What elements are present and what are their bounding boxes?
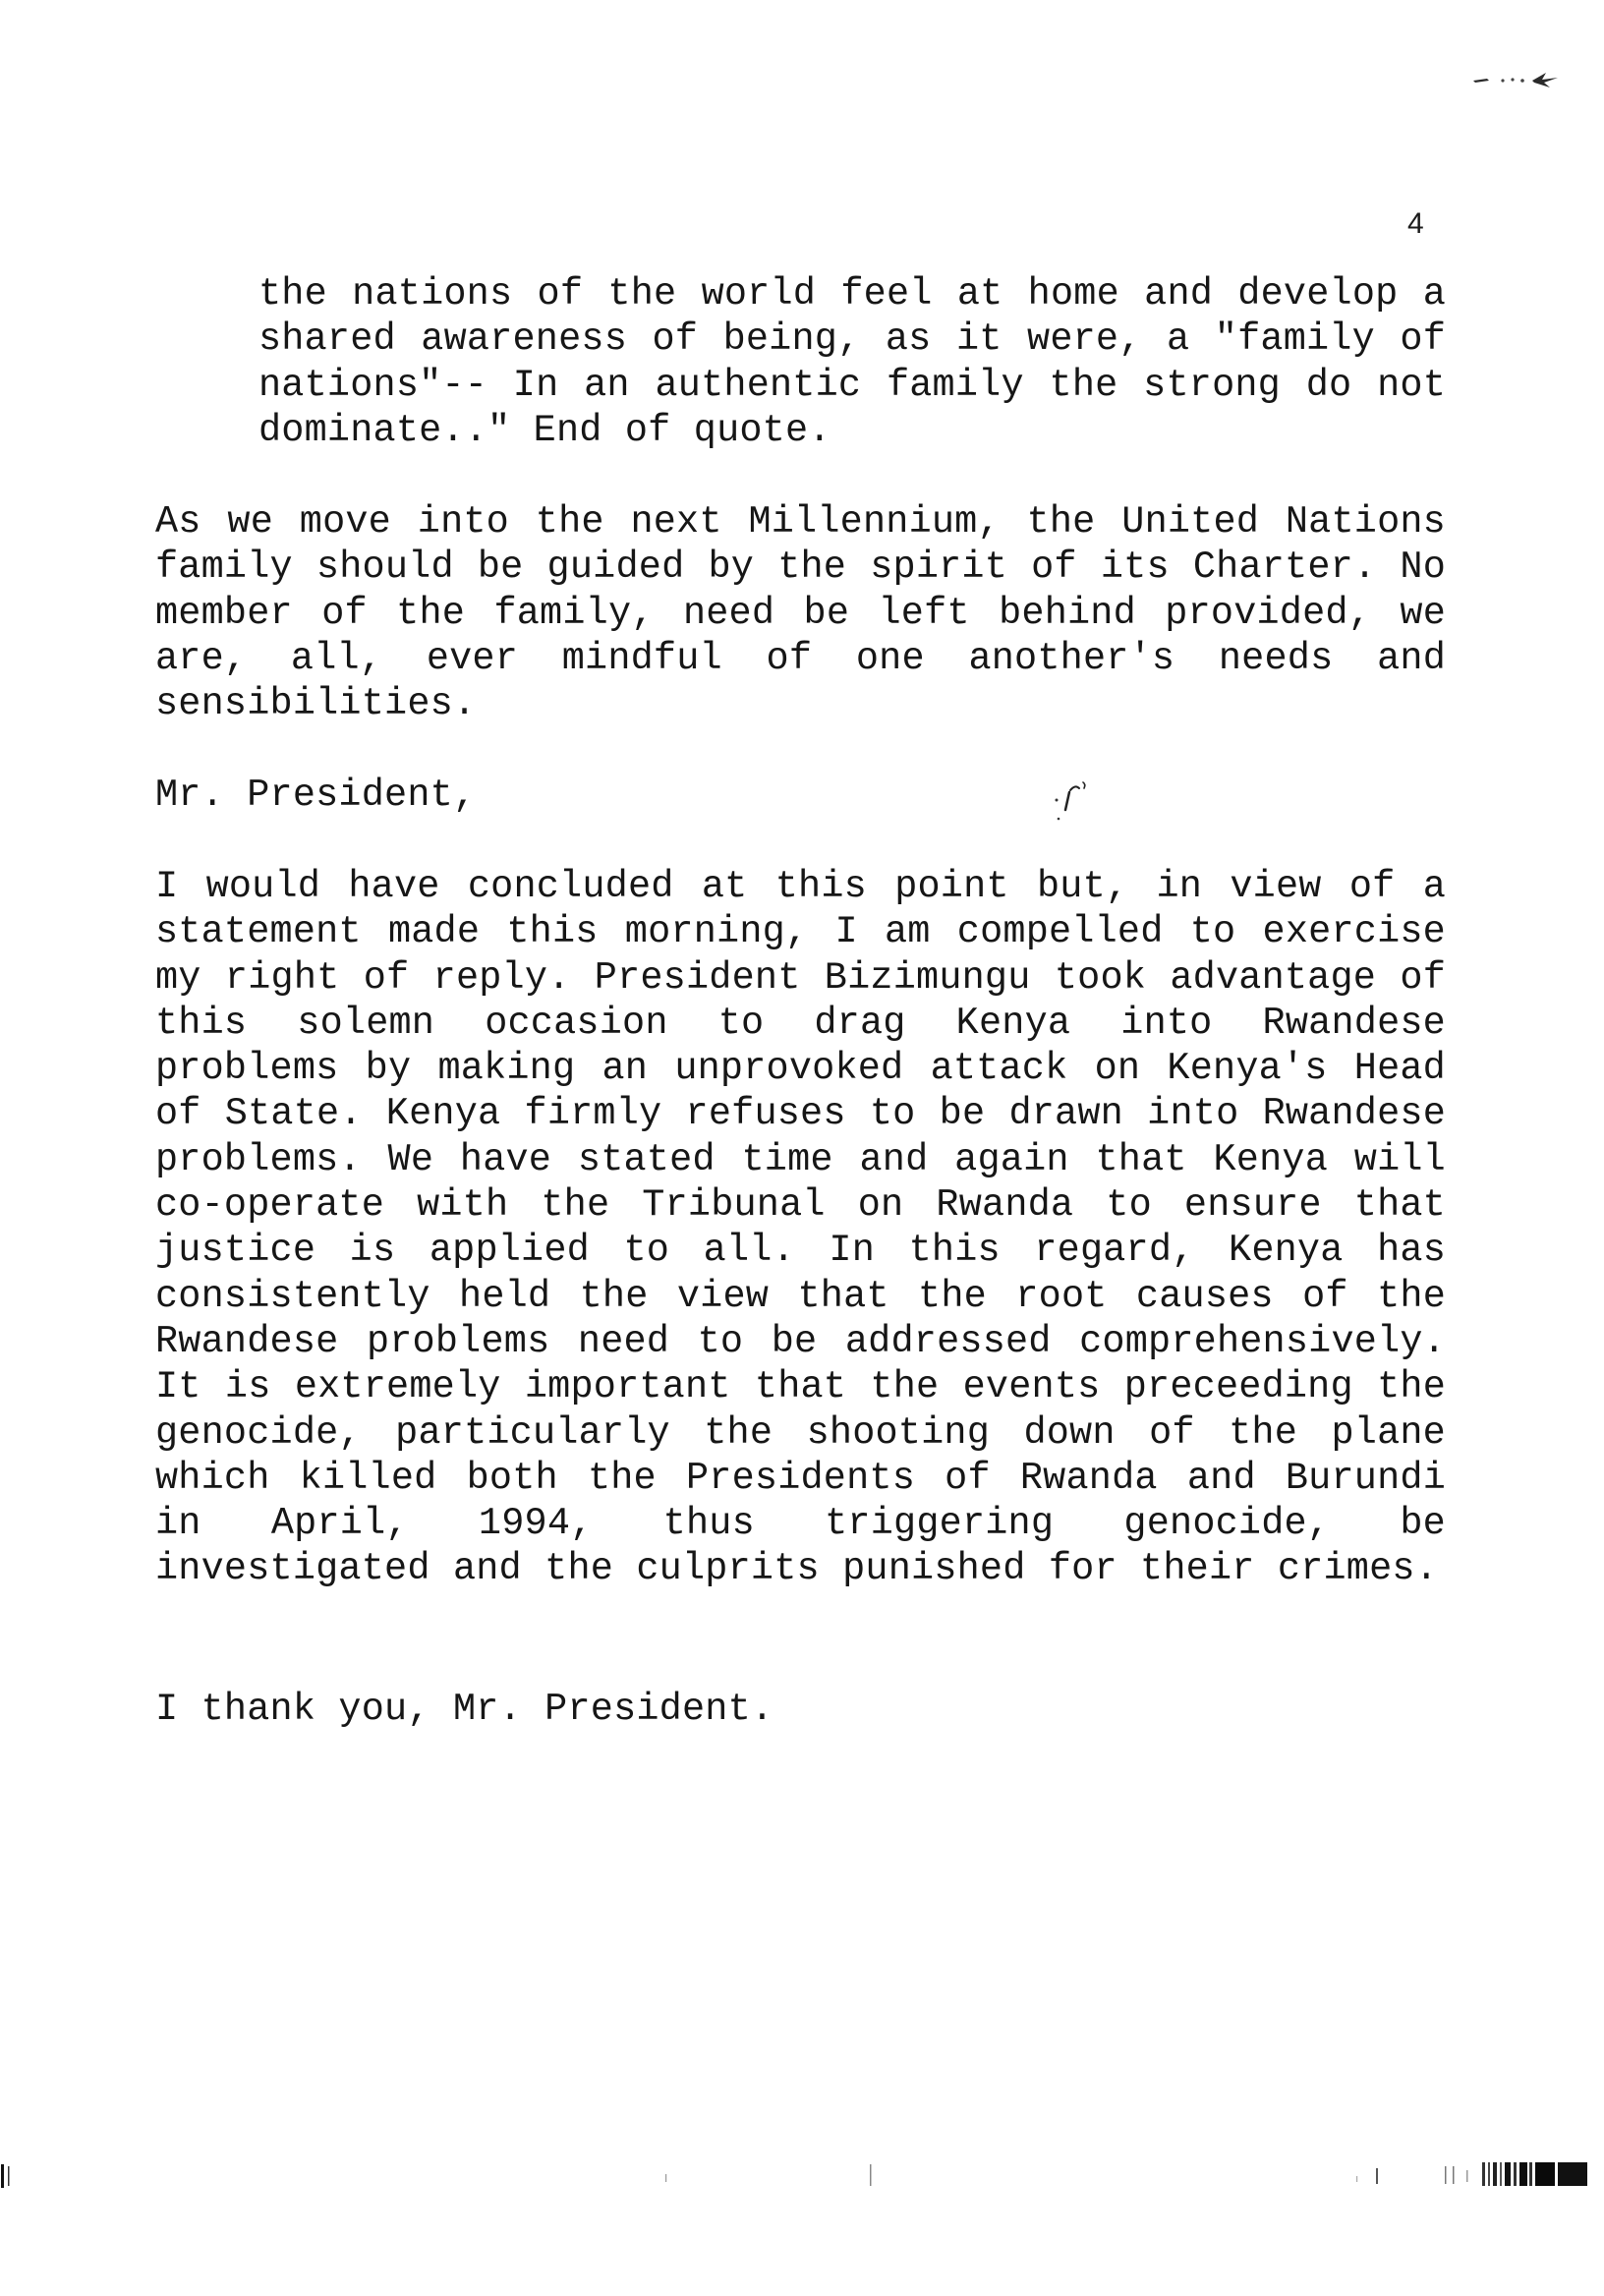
paragraph-right-of-reply: I would have concluded at this point but, in view of a statement made this morning, I am compelled to exercise my right of reply. President Bizimungu took advantage of this solemn occasion to drag Kenya into Rwandese problems by making an unprovoked attack on Kenya's Head of State. Kenya firmly refuses to be drawn into Rwandese problems. We have stated time and again that Kenya will co-operate with the Tribunal on Rwanda to ensure that justice is applied to all. In this regard, Kenya has consistently held the view that the root causes of the Rwandese problems need to be addressed comprehensively. It is extremely important that the events preceeding the genocide, particularly the shooting down of the plane which killed both the Presidents of Rwanda and Burundi in April, 1994, thus triggering genocide, be investigated and the culprits punished for their crimes. [155, 865, 1446, 1591]
page-number: 4 [1407, 207, 1424, 240]
handwritten-mark [1044, 776, 1103, 826]
salutation: Mr. President, [155, 774, 477, 817]
closing-line: I thank you, Mr. President. [155, 1688, 774, 1731]
quote-continuation: the nations of the world feel at home and develop a shared awareness of being, as it were, a "family of nations"-- In an authentic family the strong do not dominate.." End of quote. [258, 272, 1446, 452]
paragraph-millennium: As we move into the next Millennium, the United Nations family should be guided by the spirit of its Charter. No member of the family, need be left behind provided, we are, all, ever mindful of one another's needs and sensibilities. [155, 500, 1446, 726]
scan-artifact-top-right [1469, 69, 1577, 88]
scan-artifact-bottom [0, 2158, 1604, 2188]
